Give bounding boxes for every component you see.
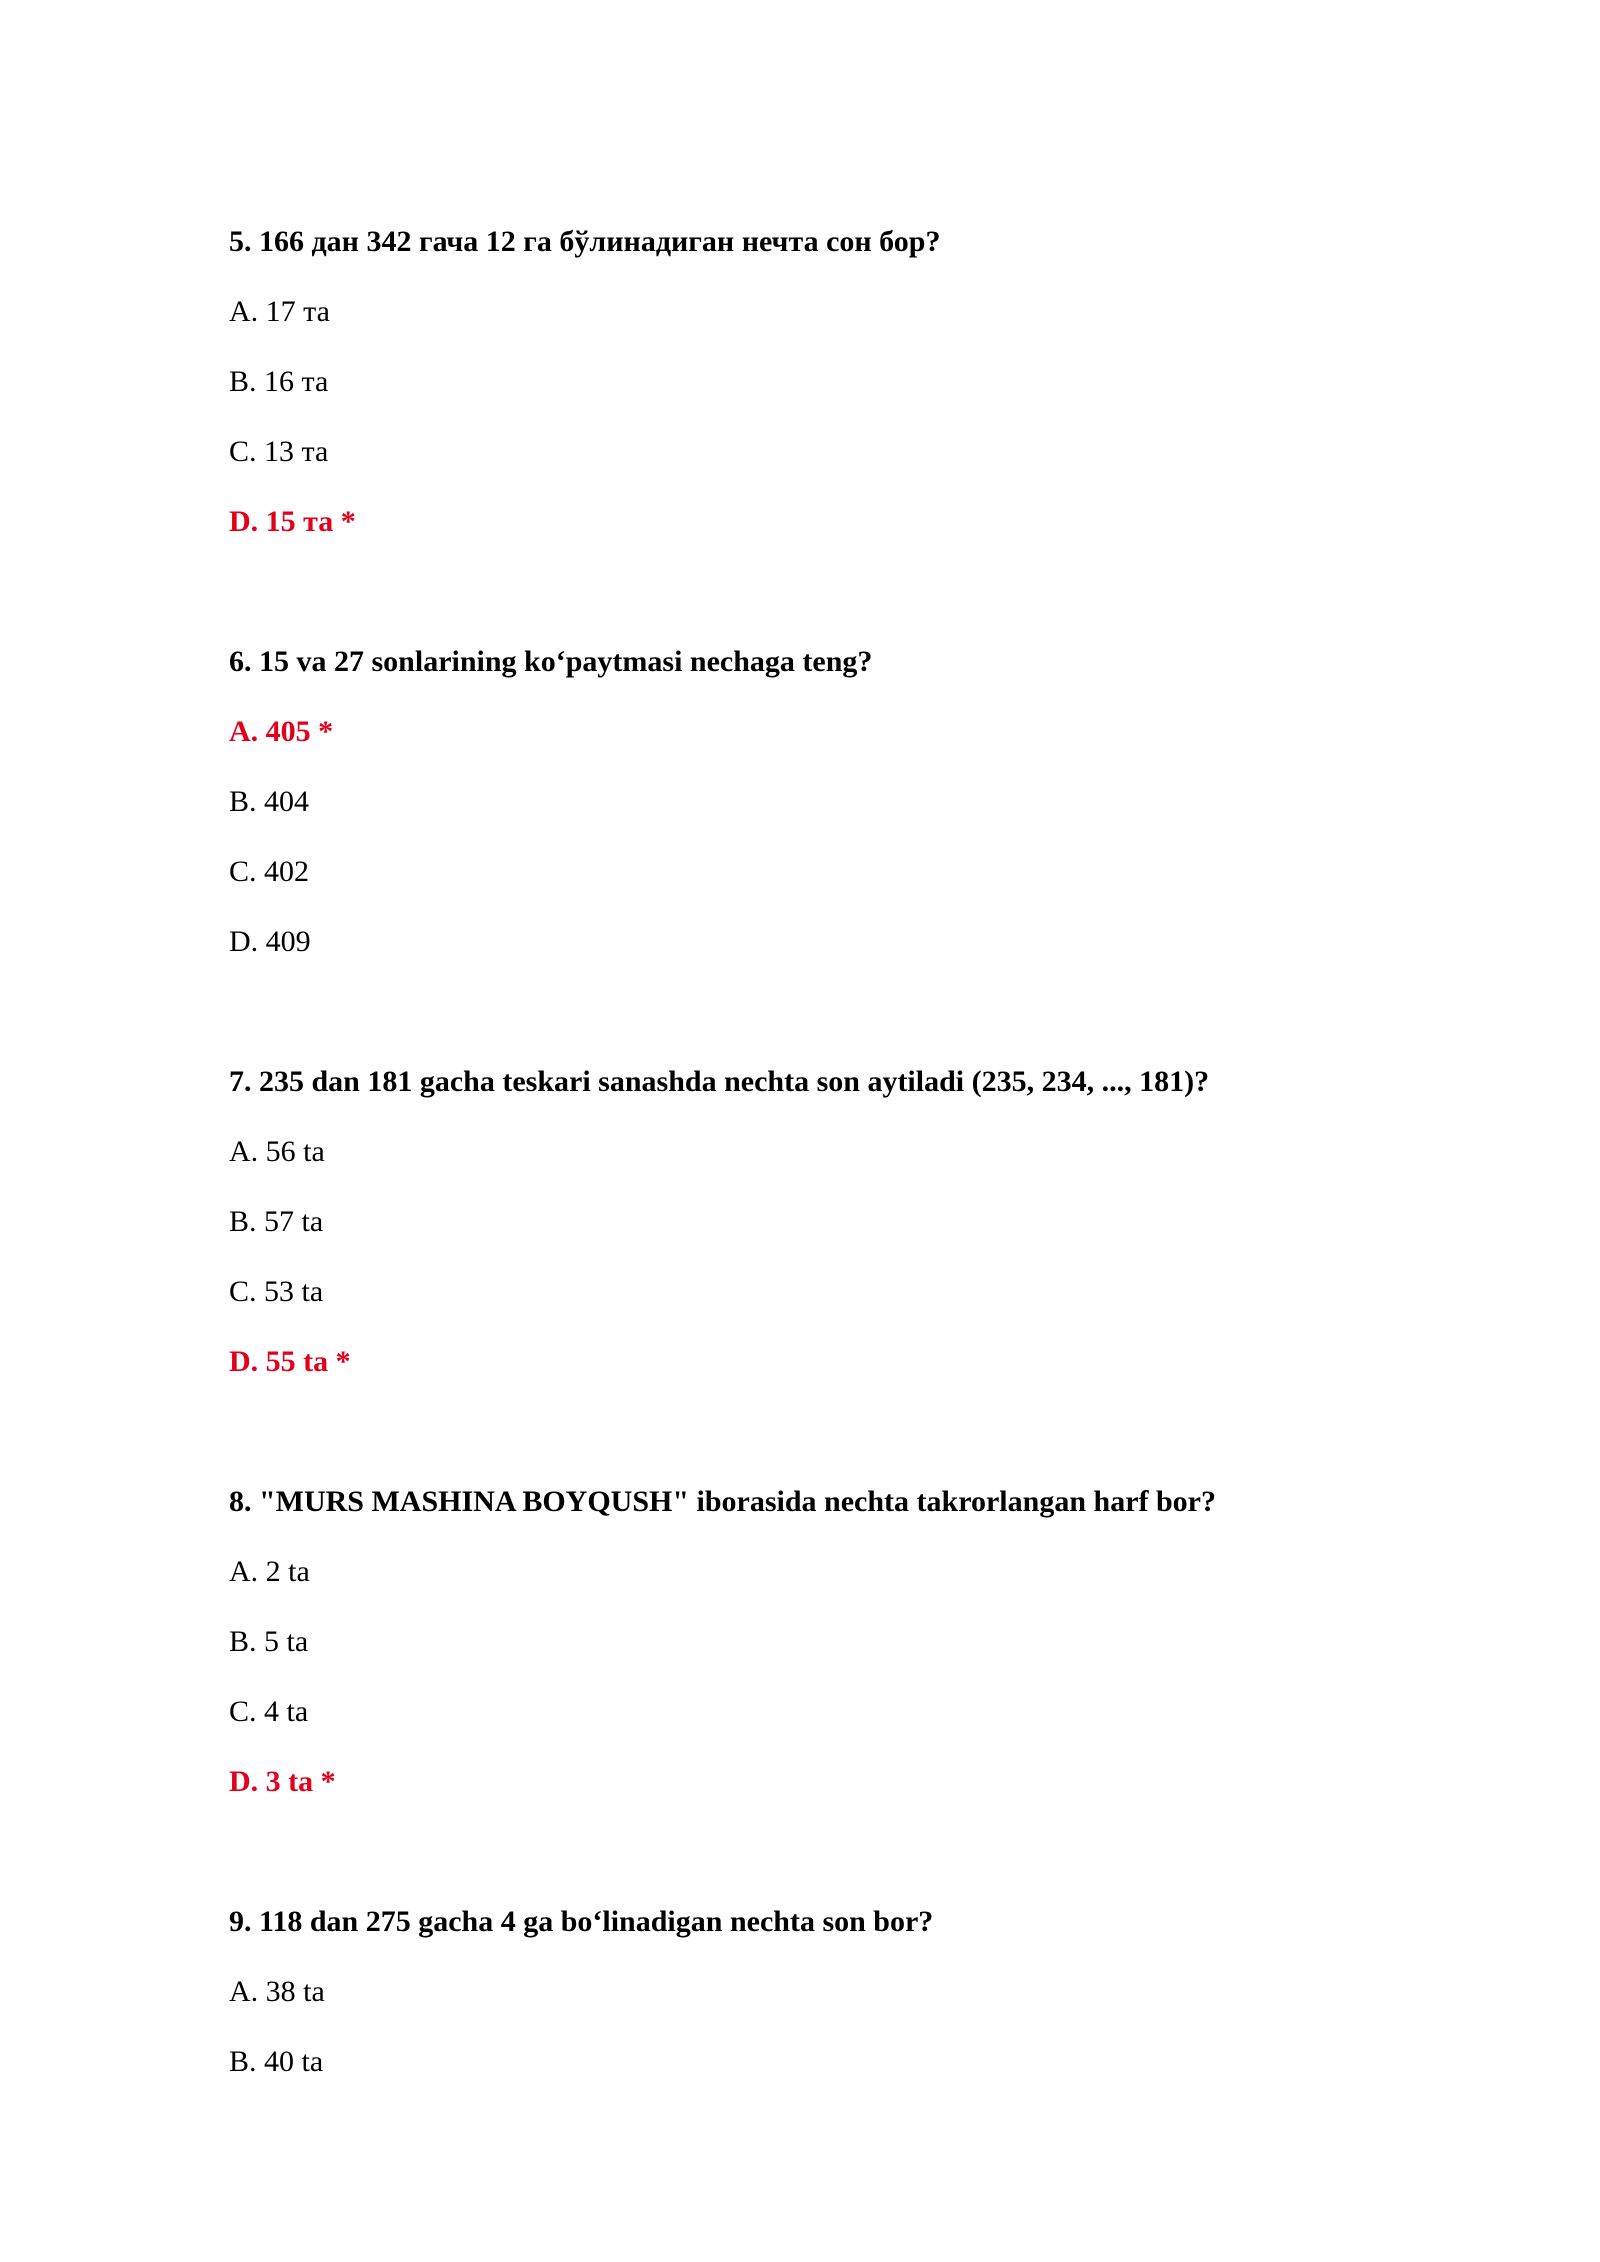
question-7-option-d-correct: D. 55 ta *: [229, 1345, 351, 1378]
question-5-option-c: C. 13 та: [229, 435, 329, 468]
question-6-option-d: D. 409: [229, 925, 311, 958]
question-7-option-b: B. 57 ta: [229, 1205, 324, 1238]
question-5-option-d-correct: D. 15 та *: [229, 505, 356, 538]
question-7-option-c: C. 53 ta: [229, 1275, 324, 1308]
question-9-option-b: B. 40 ta: [229, 2045, 324, 2078]
question-5-option-b: B. 16 та: [229, 365, 329, 398]
question-9-option-a: A. 38 ta: [229, 1975, 325, 2008]
question-8-option-a: A. 2 ta: [229, 1555, 310, 1588]
question-9: 9. 118 dan 275 gacha 4 ga bo‘linadigan nechta son bor?: [229, 1905, 934, 1938]
question-5-option-a: A. 17 та: [229, 295, 330, 328]
question-8-option-b: B. 5 ta: [229, 1625, 309, 1658]
question-6: 6. 15 va 27 sonlarining ko‘paytmasi nechaga teng?: [229, 645, 873, 678]
question-8: 8. "MURS MASHINA BOYQUSH" iborasida nechta takrorlangan harf bor?: [229, 1485, 1216, 1518]
question-6-option-b: B. 404: [229, 785, 310, 818]
question-8-option-d-correct: D. 3 ta *: [229, 1765, 336, 1798]
question-5: 5. 166 дан 342 гача 12 га бўлинадиган нечта сон бор?: [229, 225, 941, 258]
question-8-option-c: C. 4 ta: [229, 1695, 309, 1728]
question-7-option-a: A. 56 ta: [229, 1135, 325, 1168]
question-6-option-a-correct: A. 405 *: [229, 715, 334, 748]
question-7: 7. 235 dan 181 gacha teskari sanashda nechta son aytiladi (235, 234, ..., 181)?: [229, 1065, 1210, 1098]
question-6-option-c: C. 402: [229, 855, 310, 888]
